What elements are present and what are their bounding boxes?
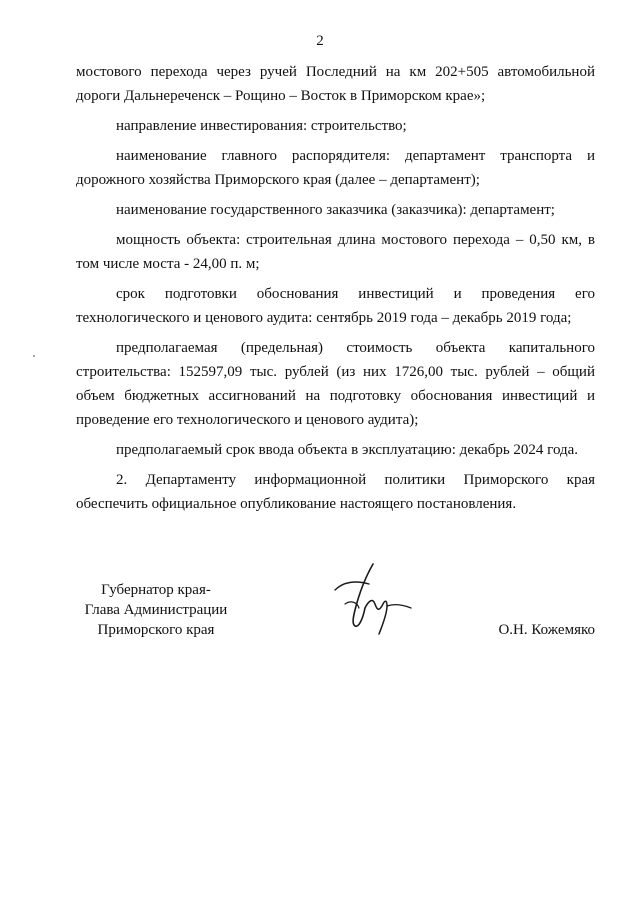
signer-name: О.Н. Кожемяко (498, 622, 595, 638)
paragraph-main-manager: наименование главного распорядителя: департамент транспорта и дорожного хозяйства Приморского края (далее – департамент); (76, 148, 595, 188)
paragraph-object-capacity: мощность объекта: строительная длина мостового перехода – 0,50 км, в том числе моста - 24,00 п. м; (76, 232, 595, 272)
document-body (76, 60, 595, 522)
paragraph-investment-direction: направление инвестирования: строительство; (116, 118, 407, 134)
signature-block (0, 580, 640, 670)
paragraph-preparation-period: срок подготовки обоснования инвестиций и проведения его технологического и ценового аудита: сентябрь 2019 года – декабрь 2019 года; (76, 286, 595, 326)
margin-mark (33, 355, 35, 357)
handwritten-signature (325, 560, 415, 640)
paragraph-state-customer: наименование государственного заказчика (заказчика): департамент; (116, 202, 555, 218)
signer-position-line: Губернатор края- (101, 582, 211, 598)
signer-position (76, 580, 236, 640)
page-number: 2 (316, 33, 324, 49)
paragraph-continuation: мостового перехода через ручей Последний на км 202+505 автомобильной дороги Дальнереченск – Рощино – Восток в Приморском крае»; (76, 64, 595, 104)
paragraph-publication-order: 2. Департаменту информационной политики Приморского края обеспечить официальное опубликование настоящего постановления. (76, 472, 595, 512)
paragraph-estimated-cost: предполагаемая (предельная) стоимость объекта капитального строительства: 152597,09 тыс. рублей (из них 1726,00 тыс. рублей – общий объем бюджетных ассигнований на подготовку обоснования инвестиций и проведение его технологического и ценового аудита); (76, 340, 595, 428)
signer-position-line: Глава Администрации (84, 602, 228, 618)
paragraph-commissioning-date: предполагаемый срок ввода объекта в эксплуатацию: декабрь 2024 года. (116, 442, 579, 458)
signer-position-line: Приморского края (97, 622, 215, 638)
